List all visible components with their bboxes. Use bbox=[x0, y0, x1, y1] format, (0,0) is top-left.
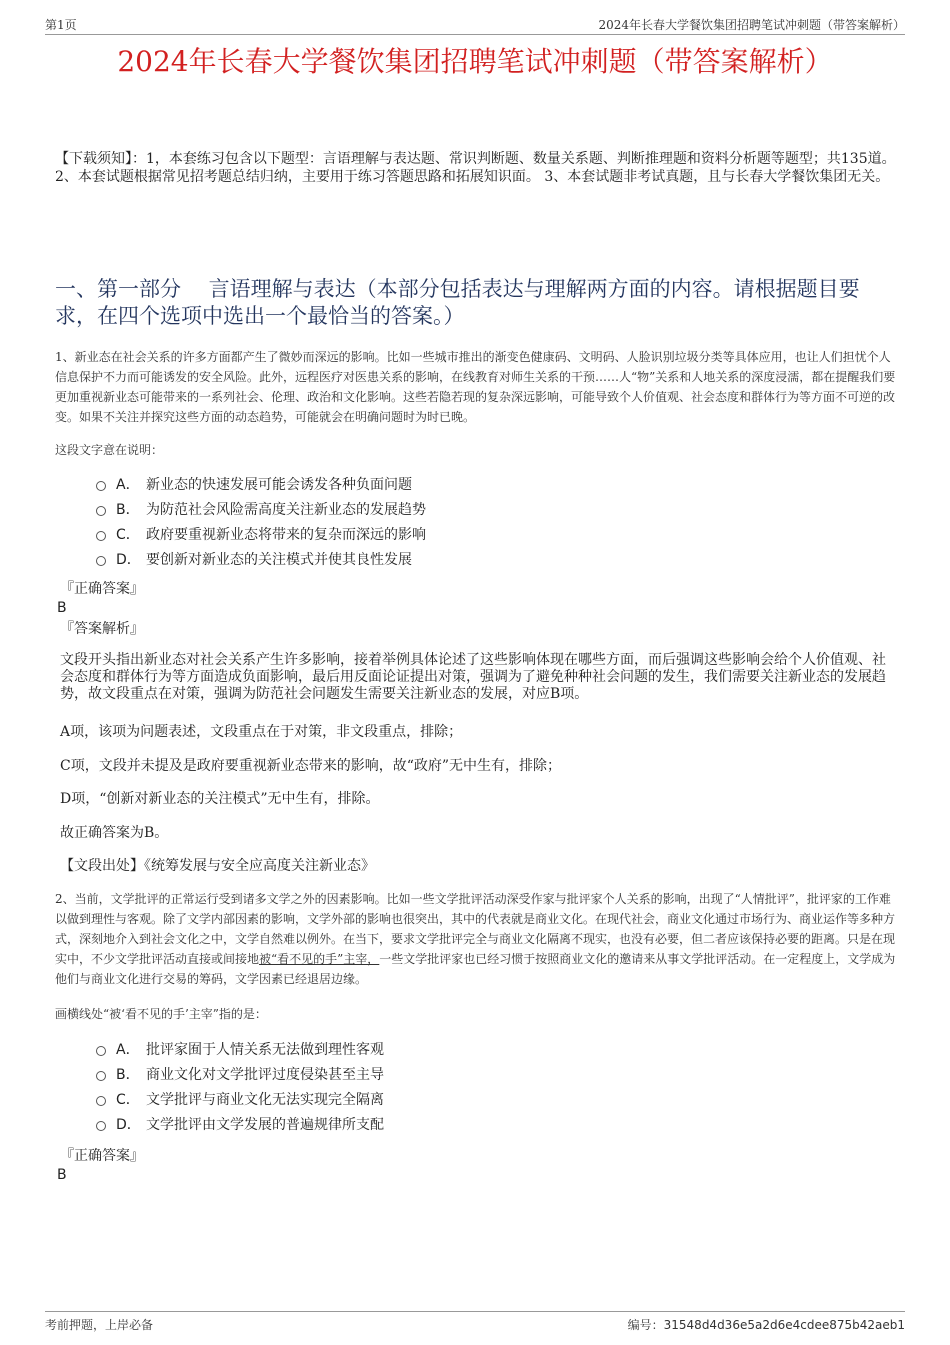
page-number: 第1页 bbox=[45, 18, 77, 32]
option-d[interactable]: D． 要创新对新业态的关注模式并使其良性发展 bbox=[96, 548, 426, 573]
question-2-stem: 画横线处“被‘看不见的手’主宰”指的是： bbox=[55, 1007, 267, 1021]
question-2-options bbox=[96, 1038, 384, 1138]
option-c[interactable]: C． 文学批评与商业文化无法实现完全隔离 bbox=[96, 1088, 384, 1113]
answer-heading: 『正确答案』 bbox=[60, 581, 144, 597]
option-d[interactable]: D． 文学批评由文学发展的普遍规律所支配 bbox=[96, 1113, 384, 1138]
download-notice: 【下载须知】：1，本套练习包含以下题型：言语理解与表达题、常识判断题、数量关系题、判断推理题和资料分析题等题型；共135道。 2、本套试题根据常见招考题总结归纳，主要用于练习答题思路和拓展知识面。 3、本套试题非考试真题，且与长春大学餐饮集团无关。 bbox=[55, 151, 896, 185]
page-header bbox=[45, 14, 905, 35]
question-2-passage: 2、当前，文学批评的正常运行受到诸多文学之外的因素影响。比如一些文学批评活动深受作家与批评家个人关系的影响，出现了“人情批评”，批评家的工作难以做到理性与客观。除了文学内部因素的影响，文学外部的影响也很突出，其中的代表就是商业文化。在现代社会，商业文化通过市场行为、商业运作等多种方式，深刻地介入到社会文化之中，文学自然难以例外。在当下，要求文学批评完全与商业文化隔离不现实，也没有必要，但二者应该保持必要的距离。只是在现实中，不少文学批评活动直接或间接地被“看不见的手”主宰，一些文学批评家也已经习惯于按照商业文化的邀请来从事文学批评活动。在一定程度上，文学成为他们与商业文化进行交易的筹码，文学因素已经退居边缘。 bbox=[55, 892, 896, 986]
radio-icon[interactable] bbox=[96, 531, 106, 541]
footer-code: 编号：31548d4d36e5a2d6e4cdee875b42aeb1 bbox=[627, 1318, 905, 1332]
analysis-option-c: C项，文段并未提及是政府要重视新业态带来的影响，故“政府”无中生有，排除； bbox=[60, 758, 562, 774]
analysis-heading: 『答案解析』 bbox=[60, 621, 144, 637]
radio-icon[interactable] bbox=[96, 481, 106, 491]
question-1-stem: 这段文字意在说明： bbox=[55, 443, 164, 457]
radio-icon[interactable] bbox=[96, 1121, 106, 1131]
analysis-option-d: D项，“创新对新业态的关注模式”无中生有，排除。 bbox=[60, 791, 380, 807]
document-title: 2024年长春大学餐饮集团招聘笔试冲刺题（带答案解析） bbox=[117, 45, 833, 78]
option-c[interactable]: C． 政府要重视新业态将带来的复杂而深远的影响 bbox=[96, 523, 426, 548]
option-a[interactable]: A． 新业态的快速发展可能会诱发各种负面问题 bbox=[96, 473, 426, 498]
option-b[interactable]: B． 商业文化对文学批评过度侵染甚至主导 bbox=[96, 1063, 384, 1088]
answer-heading: 『正确答案』 bbox=[60, 1148, 144, 1164]
analysis-option-a: A项，该项为问题表述，文段重点在于对策，非文段重点，排除； bbox=[60, 724, 463, 740]
radio-icon[interactable] bbox=[96, 556, 106, 566]
option-b[interactable]: B． 为防范社会风险需高度关注新业态的发展趋势 bbox=[96, 498, 426, 523]
option-a[interactable]: A． 批评家囿于人情关系无法做到理性客观 bbox=[96, 1038, 384, 1063]
header-doc-title: 2024年长春大学餐饮集团招聘笔试冲刺题（带答案解析） bbox=[598, 18, 905, 32]
question-1-passage: 1、新业态在社会关系的许多方面都产生了微妙而深远的影响。比如一些城市推出的渐变色健康码、文明码、人脸识别垃圾分类等具体应用，也让人们担忧个人信息保护不力而可能诱发的安全风险。此外，远程医疗对医患关系的影响，在线教育对师生关系的干预……人“物”关系和人地关系的深度浸濡，都在提醒我们要更加重视新业态可能带来的一系列社会、伦理、政治和文化影响。这些若隐若现的复杂深远影响，可能导致个人价值观、社会态度和群体行为等方面不可逆的改变。如果不关注并探究这些方面的动态趋势，可能就会在明确问题时为时已晚。 bbox=[55, 350, 896, 424]
radio-icon[interactable] bbox=[96, 1046, 106, 1056]
page-footer bbox=[45, 1311, 905, 1334]
analysis-text: 文段开头指出新业态对社会关系产生许多影响，接着举例具体论述了这些影响体现在哪些方面，而后强调这些影响会给个人价值观、社会态度和群体行为等方面造成负面影响，最后用反面论证提出对策，强调为了避免种种社会问题的发生，我们需要关注新业态的发展趋势，故文段重点在对策，强调为防范社会问题发生需要关注新业态的发展，对应B项。 bbox=[60, 652, 886, 702]
answer-value: B bbox=[57, 1167, 67, 1183]
radio-icon[interactable] bbox=[96, 1096, 106, 1106]
question-1-options bbox=[96, 473, 426, 573]
underlined-phrase: 被“看不见的手”主宰， bbox=[259, 952, 380, 966]
analysis-conclusion: 故正确答案为B。 bbox=[60, 825, 169, 841]
radio-icon[interactable] bbox=[96, 1071, 106, 1081]
footer-slogan: 考前押题，上岸必备 bbox=[45, 1318, 154, 1332]
section-title: 一、第一部分 言语理解与表达（本部分包括表达与理解两方面的内容。请根据题目要求，在四个选项中选出一个最恰当的答案。） bbox=[55, 277, 860, 328]
passage-source: 【文段出处】《统筹发展与安全应高度关注新业态》 bbox=[60, 858, 375, 874]
answer-value: B bbox=[57, 600, 67, 616]
radio-icon[interactable] bbox=[96, 506, 106, 516]
